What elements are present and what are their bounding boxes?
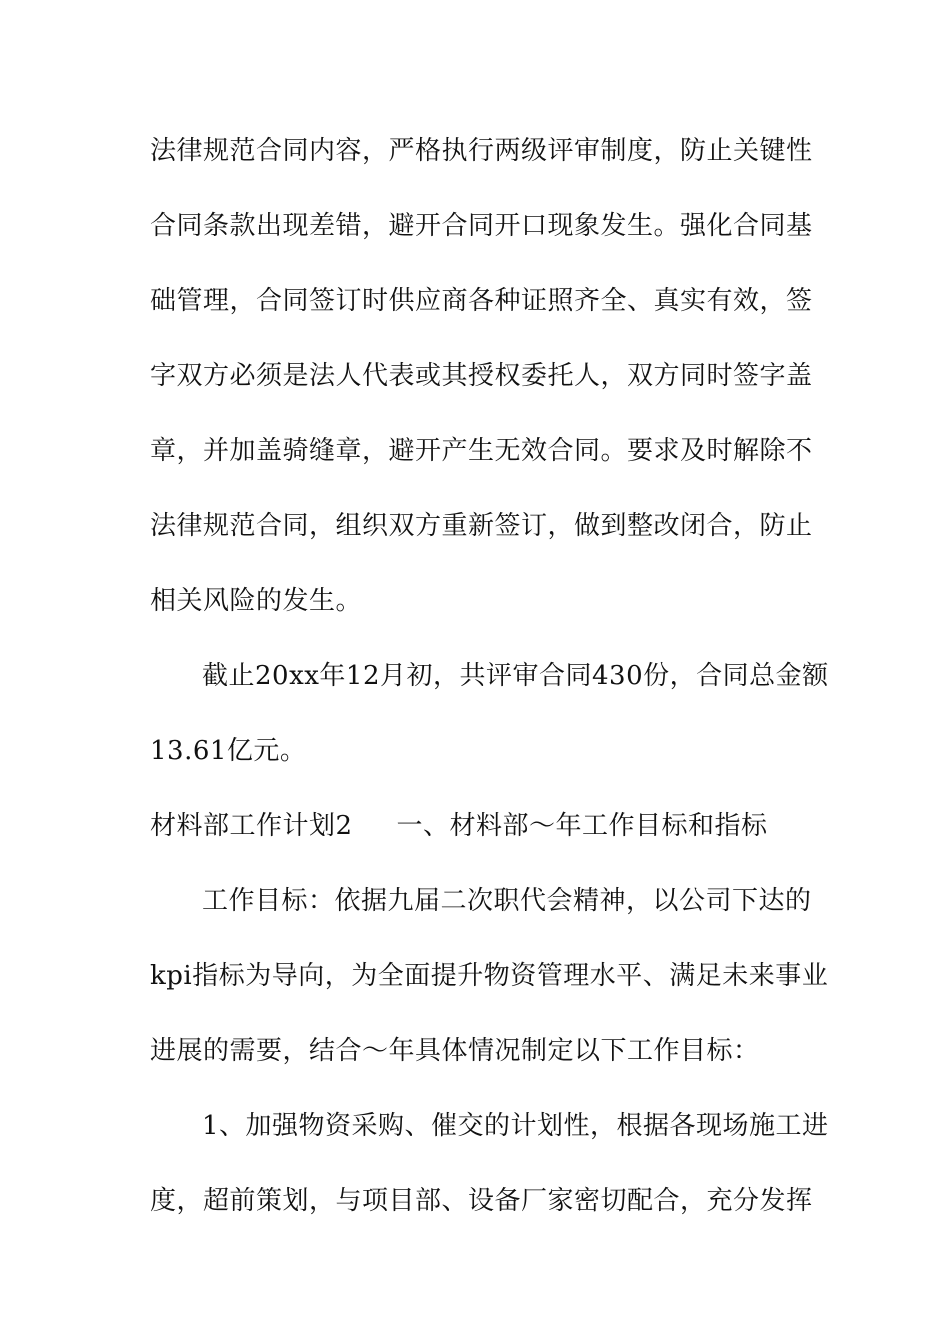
section-heading bbox=[150, 809, 768, 843]
paragraph-line: 础管理，合同签订时供应商各种证照齐全、真实有效，签 bbox=[150, 286, 813, 316]
paragraph-line: 字双方必须是法人代表或其授权委托人，双方同时签字盖 bbox=[150, 361, 813, 391]
heading-subtitle: 一、材料部～年工作目标和指标 bbox=[396, 811, 768, 841]
paragraph-line: kpi指标为导向，为全面提升物资管理水平、满足未来事业 bbox=[150, 961, 829, 991]
paragraph-line: 法律规范合同内容，严格执行两级评审制度，防止关键性 bbox=[150, 136, 813, 166]
paragraph-line: 章，并加盖骑缝章，避开产生无效合同。要求及时解除不 bbox=[150, 436, 813, 466]
paragraph-line: 度，超前策划，与项目部、设备厂家密切配合，充分发挥 bbox=[150, 1186, 813, 1216]
paragraph-line: 13.61亿元。 bbox=[150, 736, 307, 766]
paragraph-line: 1、加强物资采购、催交的计划性，根据各现场施工进 bbox=[202, 1111, 829, 1141]
paragraph-line: 工作目标：依据九届二次职代会精神，以公司下达的 bbox=[202, 886, 812, 916]
paragraph-line: 相关风险的发生。 bbox=[150, 586, 363, 616]
paragraph-line: 法律规范合同，组织双方重新签订，做到整改闭合，防止 bbox=[150, 511, 813, 541]
paragraph-line: 截止20xx年12月初，共评审合同430份，合同总金额 bbox=[202, 661, 829, 691]
paragraph-line: 合同条款出现差错，避开合同开口现象发生。强化合同基 bbox=[150, 211, 813, 241]
paragraph-line: 进展的需要，结合～年具体情况制定以下工作目标： bbox=[150, 1036, 760, 1066]
heading-title: 材料部工作计划2 bbox=[150, 811, 353, 841]
